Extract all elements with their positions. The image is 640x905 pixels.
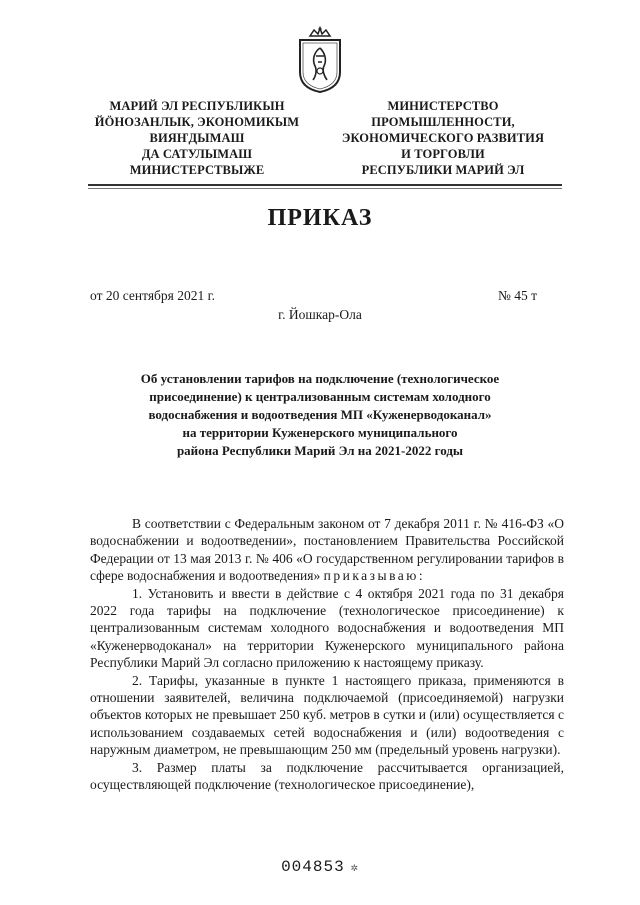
- header-right-line: ЭКОНОМИЧЕСКОГО РАЗВИТИЯ: [341, 131, 545, 145]
- header-left-line: ЙÖНОЗАНЛЫК, ЭКОНОМИКЫМ: [94, 115, 300, 129]
- subject-line: на территории Куженерского муниципального: [182, 425, 458, 440]
- document-body: [90, 515, 564, 794]
- document-date: от 20 сентября 2021 г.: [90, 288, 215, 303]
- body-paragraph-3: 3. Размер платы за подключение рассчитывается организацией, осуществляющей подключение (технологическое присоединение),: [90, 759, 564, 793]
- header-right-line: И ТОРГОВЛИ: [401, 147, 485, 161]
- serial-number: [0, 858, 640, 876]
- subject-line: водоснабжения и водоотведения МП «Куженерводоканал»: [148, 407, 492, 422]
- header-right-ministry-russian: [318, 98, 568, 178]
- header-divider-thin: [88, 188, 562, 189]
- intro-text: В соответствии с Федеральным законом от 7 декабря 2011 г. № 416-ФЗ «О водоснабжении и водоотведении», постановлением Правительства Российской Федерации от 13 мая 2013 г. № 406 «О государственном регулировании тарифов в сфере водоснабжения и водоотведения»: [90, 516, 564, 584]
- coat-of-arms-icon: [296, 26, 344, 94]
- header-right-line: РЕСПУБЛИКИ МАРИЙ ЭЛ: [361, 163, 525, 177]
- serial-number-text: 004853: [281, 858, 345, 876]
- document-city: г. Йошкар-Ола: [278, 307, 362, 322]
- order-word: приказываю:: [323, 568, 426, 584]
- subject-line: Об установлении тарифов на подключение (технологическое: [140, 371, 500, 386]
- document-number: № 45 т: [498, 288, 538, 303]
- subject-line: присоединение) к централизованным системам холодного: [149, 389, 491, 404]
- header-left-line: ВИЯҤДЫМАШ: [149, 131, 245, 145]
- subject-line: района Республики Марий Эл на 2021-2022 годы: [176, 443, 464, 458]
- body-intro: [90, 515, 564, 585]
- document-title: ПРИКАЗ: [267, 205, 373, 231]
- header-right-line: МИНИСТЕРСТВО: [387, 99, 499, 113]
- header-divider: [88, 184, 562, 186]
- document-subject: [100, 370, 540, 460]
- header-right-line: ПРОМЫШЛЕННОСТИ,: [371, 115, 515, 129]
- header-left-line: МИНИСТЕРСТВЫЖЕ: [129, 163, 265, 177]
- body-paragraph-2: 2. Тарифы, указанные в пункте 1 настоящего приказа, применяются в отношении заявителей, величина подключаемой (присоединяемой) нагрузки объектов которых не превышает 250 куб. метров в сутки и (или) осуществляется с использованием создаваемых сетей водоснабжения и (или) водоотведения с наружным диаметром, не превышающим 250 мм (предельный уровень нагрузки).: [90, 672, 564, 758]
- header-left-line: ДА САТУЛЫМАШ: [141, 147, 253, 161]
- header-left-ministry-mari: [72, 98, 322, 178]
- body-paragraph-1: 1. Установить и ввести в действие с 4 октября 2021 года по 31 декабря 2022 года тарифы на подключение (технологическое присоединение) к централизованным системам холодного водоснабжения и водоотведения МП «Куженерводоканал» на территории Куженерского муниципального района Республики Марий Эл согласно приложению к настоящему приказу.: [90, 585, 564, 671]
- header-left-line: МАРИЙ ЭЛ РЕСПУБЛИКЫН: [109, 99, 285, 113]
- asterisk-mark-icon: ✲: [350, 861, 359, 875]
